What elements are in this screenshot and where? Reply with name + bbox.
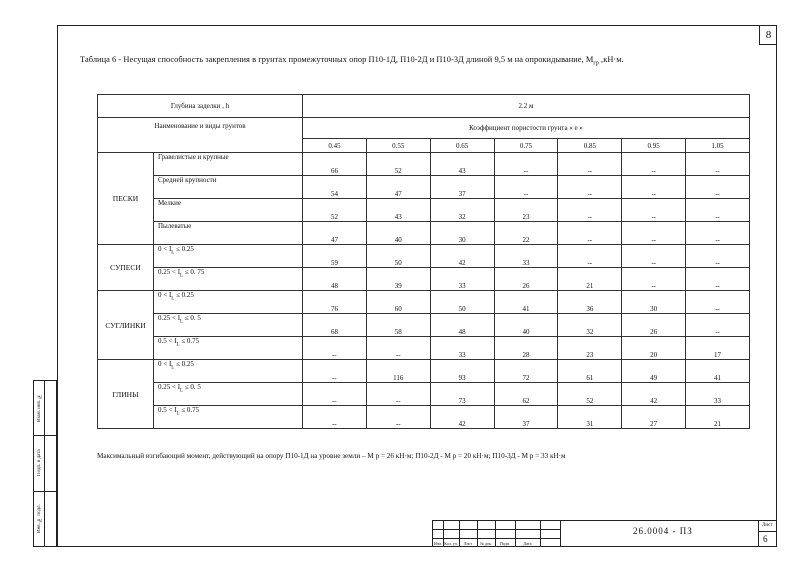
soil-type xyxy=(154,314,303,337)
table-row xyxy=(98,222,750,245)
soil-type-tail: ≤ 0.25 xyxy=(174,245,194,253)
capacity-cell: -- xyxy=(303,406,367,429)
coef-value: 0.95 xyxy=(622,139,686,153)
capacity-cell: -- xyxy=(366,406,430,429)
capacity-cell: 21 xyxy=(686,406,750,429)
capacity-cell: 116 xyxy=(366,360,430,383)
capacity-cell: -- xyxy=(303,337,367,360)
soil-type xyxy=(154,153,303,176)
sidebar-cell-2 xyxy=(34,435,56,492)
soil-type-label: 0 < I xyxy=(158,291,172,299)
capacity-cell: 30 xyxy=(430,222,494,245)
soil-type xyxy=(154,199,303,222)
table-row xyxy=(98,360,750,383)
soil-group: ГЛИНЫ xyxy=(98,360,154,429)
table-row xyxy=(98,406,750,429)
soil-type-label: 0 < I xyxy=(158,245,172,253)
capacity-cell: -- xyxy=(686,268,750,291)
table-caption xyxy=(80,55,770,67)
soil-type-sub: L xyxy=(180,388,184,394)
sidebar-label-sign: Подп. и дата xyxy=(37,449,42,477)
soil-group: СУГЛИНКИ xyxy=(98,291,154,360)
capacity-cell: 43 xyxy=(366,199,430,222)
table-row xyxy=(98,268,750,291)
capacity-cell: 33 xyxy=(430,268,494,291)
soil-type xyxy=(154,406,303,429)
capacity-cell: -- xyxy=(558,176,622,199)
table-row xyxy=(98,245,750,268)
capacity-cell: -- xyxy=(558,199,622,222)
capacity-cell: 42 xyxy=(622,383,686,406)
stamp-column-label: Дата xyxy=(523,541,532,546)
soil-type-label: Средней крупности xyxy=(158,176,217,184)
caption-unit: ,кН·м. xyxy=(598,55,624,64)
capacity-cell: 52 xyxy=(366,153,430,176)
coef-value: 0.85 xyxy=(558,139,622,153)
soil-type-label: 0.25 < I xyxy=(158,268,181,276)
capacity-cell: 68 xyxy=(303,314,367,337)
stamp-column-label: Лист xyxy=(463,541,473,546)
table-row xyxy=(98,176,750,199)
capacity-cell: 59 xyxy=(303,245,367,268)
capacity-cell: 26 xyxy=(494,268,558,291)
sidebar-stamp xyxy=(33,380,57,547)
capacity-cell: 50 xyxy=(366,245,430,268)
soil-type-label: 0.5 < I xyxy=(158,406,177,414)
sidebar-cell-1 xyxy=(34,381,56,436)
capacity-cell: 40 xyxy=(494,314,558,337)
capacity-cell: 21 xyxy=(558,268,622,291)
capacity-cell: -- xyxy=(366,337,430,360)
stamp-column-label: Кол. уч. xyxy=(444,541,458,546)
coef-value: 0.75 xyxy=(494,139,558,153)
capacity-cell: 50 xyxy=(430,291,494,314)
capacity-cell: -- xyxy=(622,199,686,222)
soil-type-tail: ≤ 0. 75 xyxy=(183,268,205,276)
capacity-cell: -- xyxy=(686,314,750,337)
capacity-cell: -- xyxy=(686,153,750,176)
caption-sub: гр xyxy=(593,60,599,67)
sheet-number: 6 xyxy=(763,534,768,544)
capacity-cell: 93 xyxy=(430,360,494,383)
soil-type xyxy=(154,222,303,245)
capacity-cell: -- xyxy=(558,153,622,176)
capacity-cell: 42 xyxy=(430,245,494,268)
capacity-cell: 33 xyxy=(430,337,494,360)
stamp-column-label: Изм. xyxy=(434,541,442,546)
soil-type-sub: L xyxy=(171,365,175,371)
table-row xyxy=(98,291,750,314)
sidebar-label-replace: Взам. инв. № xyxy=(37,393,42,423)
capacity-cell: 61 xyxy=(558,360,622,383)
sheet-label: Лист xyxy=(762,523,773,528)
capacity-cell: 32 xyxy=(430,199,494,222)
capacity-cell: -- xyxy=(303,360,367,383)
stamp-column-label: № док. xyxy=(480,541,492,546)
soil-type-label: Пылеватые xyxy=(158,222,192,230)
moment-note: Максимальный изгибающий момент, действующий на опору П10-1Д на уровне земли – М р = 26 кН·м; П10-2Д - М р = 20 кН·м; П10-3Д - М р = 33 кН·м xyxy=(97,452,566,460)
page-number: 8 xyxy=(759,25,777,45)
capacity-cell: 54 xyxy=(303,176,367,199)
capacity-cell: -- xyxy=(686,176,750,199)
capacity-cell: -- xyxy=(622,153,686,176)
soil-label: Наименование и виды грунтов xyxy=(98,118,303,153)
capacity-cell: 28 xyxy=(494,337,558,360)
capacity-cell: 23 xyxy=(494,199,558,222)
soil-type-label: 0 < I xyxy=(158,360,172,368)
capacity-cell: 60 xyxy=(366,291,430,314)
capacity-cell: -- xyxy=(686,291,750,314)
coef-value: 0.45 xyxy=(303,139,367,153)
table-row xyxy=(98,383,750,406)
capacity-cell: 72 xyxy=(494,360,558,383)
soil-type xyxy=(154,337,303,360)
capacity-cell: 37 xyxy=(430,176,494,199)
capacity-cell: 42 xyxy=(430,406,494,429)
soil-type-tail: ≤ 0.75 xyxy=(179,337,200,345)
soil-type-sub: L xyxy=(176,342,180,348)
soil-type xyxy=(154,383,303,406)
soil-type-label: 0.5 < I xyxy=(158,337,177,345)
depth-label: Глубина заделки , h xyxy=(98,95,303,118)
capacity-cell: 33 xyxy=(494,245,558,268)
capacity-cell: -- xyxy=(366,383,430,406)
capacity-cell: -- xyxy=(686,245,750,268)
soil-type-label: Мелкие xyxy=(158,199,181,207)
soil-type-sub: L xyxy=(180,273,184,279)
soil-type-sub: L xyxy=(171,296,175,302)
coef-value: 1.05 xyxy=(686,139,750,153)
capacity-cell: 41 xyxy=(686,360,750,383)
depth-value: 2.2 м xyxy=(303,95,750,118)
capacity-table xyxy=(97,94,750,429)
table-row xyxy=(98,337,750,360)
capacity-cell: 36 xyxy=(558,291,622,314)
capacity-cell: -- xyxy=(686,199,750,222)
table-row xyxy=(98,199,750,222)
soil-type-tail: ≤ 0. 5 xyxy=(183,383,201,391)
coef-label: Коэффициент пористости грунта « е » xyxy=(303,118,750,139)
table-row xyxy=(98,314,750,337)
soil-type-sub: L xyxy=(180,319,184,325)
capacity-cell: -- xyxy=(622,222,686,245)
capacity-cell: 73 xyxy=(430,383,494,406)
capacity-cell: 76 xyxy=(303,291,367,314)
capacity-cell: -- xyxy=(558,222,622,245)
capacity-cell: 58 xyxy=(366,314,430,337)
soil-type xyxy=(154,268,303,291)
soil-type-sub: L xyxy=(171,250,175,256)
stamp-column-labels xyxy=(433,541,560,546)
capacity-cell: -- xyxy=(622,176,686,199)
coef-value: 0.55 xyxy=(366,139,430,153)
capacity-cell: -- xyxy=(494,153,558,176)
soil-type xyxy=(154,291,303,314)
capacity-cell: 43 xyxy=(430,153,494,176)
capacity-cell: -- xyxy=(303,383,367,406)
soil-type xyxy=(154,360,303,383)
soil-type-tail: ≤ 0. 5 xyxy=(183,314,201,322)
soil-group: ПЕСКИ xyxy=(98,153,154,245)
soil-type xyxy=(154,245,303,268)
capacity-cell: 48 xyxy=(430,314,494,337)
capacity-cell: 66 xyxy=(303,153,367,176)
capacity-cell: 62 xyxy=(494,383,558,406)
capacity-cell: 39 xyxy=(366,268,430,291)
capacity-cell: 27 xyxy=(622,406,686,429)
stamp-column-label: Подп. xyxy=(500,541,510,546)
capacity-cell: 17 xyxy=(686,337,750,360)
capacity-cell: 32 xyxy=(558,314,622,337)
capacity-cell: 20 xyxy=(622,337,686,360)
sidebar-cell-3 xyxy=(34,491,56,546)
soil-type xyxy=(154,176,303,199)
capacity-cell: 40 xyxy=(366,222,430,245)
coef-value: 0.65 xyxy=(430,139,494,153)
soil-type-tail: ≤ 0.25 xyxy=(174,291,194,299)
capacity-cell: 49 xyxy=(622,360,686,383)
capacity-cell: 22 xyxy=(494,222,558,245)
soil-group: СУПЕСИ xyxy=(98,245,154,291)
title-block xyxy=(432,520,777,547)
capacity-cell: 33 xyxy=(686,383,750,406)
capacity-cell: -- xyxy=(622,245,686,268)
capacity-cell: 47 xyxy=(366,176,430,199)
capacity-cell: 31 xyxy=(558,406,622,429)
capacity-cell: -- xyxy=(558,245,622,268)
capacity-cell: 30 xyxy=(622,291,686,314)
capacity-cell: 23 xyxy=(558,337,622,360)
sidebar-label-inv: Инв. № подл. xyxy=(37,504,42,533)
capacity-cell: -- xyxy=(494,176,558,199)
soil-type-tail: ≤ 0.25 xyxy=(174,360,194,368)
document-code: 26.0004 - ПЗ xyxy=(633,526,693,536)
capacity-cell: 52 xyxy=(303,199,367,222)
capacity-cell: 41 xyxy=(494,291,558,314)
caption-text: Таблица 6 - Несущая способность закрепления в грунтах промежуточных опор П10-1Д, П10-2Д и П10-3Д длиной 9,5 м на опрокидывание, М xyxy=(80,55,594,64)
soil-type-sub: L xyxy=(176,411,180,417)
soil-type-label: Гравелистые и крупные xyxy=(158,153,229,161)
soil-type-tail: ≤ 0.75 xyxy=(179,406,200,414)
capacity-cell: 52 xyxy=(558,383,622,406)
soil-type-label: 0.25 < I xyxy=(158,314,181,322)
table-row xyxy=(98,153,750,176)
capacity-cell: 26 xyxy=(622,314,686,337)
soil-type-label: 0.25 < I xyxy=(158,383,181,391)
capacity-cell: 47 xyxy=(303,222,367,245)
capacity-cell: 48 xyxy=(303,268,367,291)
capacity-cell: 37 xyxy=(494,406,558,429)
capacity-cell: -- xyxy=(622,268,686,291)
capacity-cell: -- xyxy=(686,222,750,245)
